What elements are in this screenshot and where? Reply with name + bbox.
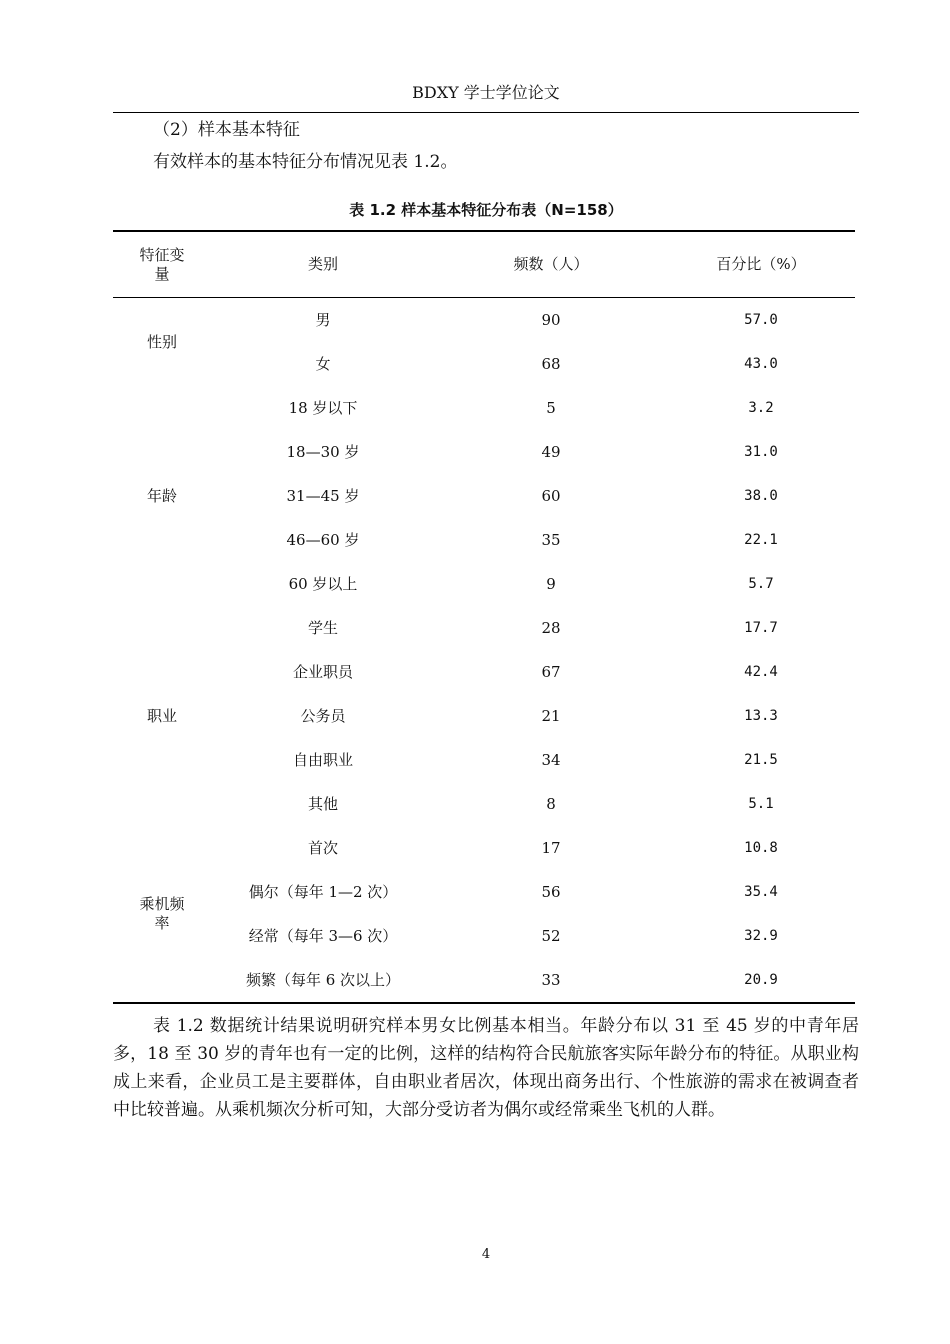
- category-cell: 偶尔（每年 1—2 次）: [248, 882, 398, 901]
- percent-cell: 57.0: [744, 311, 778, 328]
- count-cell: 60: [541, 486, 561, 505]
- variable-cell: 职业: [146, 706, 177, 725]
- category-cell: 男: [315, 310, 331, 329]
- table-row: [113, 694, 855, 738]
- category-cell: 自由职业: [292, 750, 353, 769]
- count-cell: 8: [546, 794, 556, 813]
- page-number: 4: [481, 1247, 491, 1262]
- count-cell: 67: [541, 662, 561, 681]
- count-cell: 21: [541, 706, 561, 725]
- category-cell: 60 岁以上: [288, 574, 358, 593]
- column-header-count: 频数（人）: [435, 231, 667, 298]
- count-cell: 49: [541, 442, 561, 461]
- variable-cell: 年龄: [146, 486, 177, 505]
- table-row: [113, 474, 855, 518]
- count-cell: 33: [541, 970, 561, 989]
- category-cell: 经常（每年 3—6 次）: [248, 926, 398, 945]
- count-cell: 28: [541, 618, 561, 637]
- percent-cell: 17.7: [744, 619, 778, 636]
- table-row: [113, 738, 855, 782]
- count-cell: 17: [541, 838, 561, 857]
- variable-cell: 乘机频率: [139, 895, 185, 932]
- category-cell: 学生: [307, 618, 338, 637]
- count-cell: 90: [541, 310, 561, 329]
- table-row: [113, 430, 855, 474]
- table-row: [113, 826, 855, 870]
- category-cell: 频繁（每年 6 次以上）: [245, 970, 401, 989]
- table-row: [113, 914, 855, 958]
- table-row: [113, 650, 855, 694]
- table-row: [113, 298, 855, 343]
- percent-cell: 13.3: [744, 707, 778, 724]
- percent-cell: 20.9: [744, 971, 778, 988]
- table-row: [113, 870, 855, 914]
- category-cell: 18—30 岁: [286, 442, 360, 461]
- percent-cell: 35.4: [744, 883, 778, 900]
- count-cell: 5: [546, 398, 556, 417]
- count-cell: 56: [541, 882, 561, 901]
- percent-cell: 22.1: [744, 531, 778, 548]
- table-caption: 表 1.2 样本基本特征分布表（N=158）: [349, 201, 623, 219]
- table-row: [113, 518, 855, 562]
- section-heading: （2）样本基本特征: [153, 120, 300, 140]
- percent-cell: 43.0: [744, 355, 778, 372]
- table-row: [113, 342, 855, 386]
- percent-cell: 5.7: [748, 575, 774, 592]
- table-row: [113, 782, 855, 826]
- count-cell: 52: [541, 926, 561, 945]
- count-cell: 34: [541, 750, 561, 769]
- intro-paragraph: 有效样本的基本特征分布情况见表 1.2。: [153, 152, 458, 172]
- percent-cell: 10.8: [744, 839, 778, 856]
- analysis-paragraph: 表 1.2 数据统计结果说明研究样本男女比例基本相当。年龄分布以 31 至 45 岁的中青年居多，18 至 30 岁的青年也有一定的比例，这样的结构符合民航旅客实际年龄分布的特征。从职业构成上来看，企业员工是主要群体，自由职业者居次，体现出商务出行、个性旅游的需求在被调查者中比较普遍。从乘机频次分析可知，大部分受访者为偶尔或经常乘坐飞机的人群。: [113, 1016, 859, 1120]
- percent-cell: 32.9: [744, 927, 778, 944]
- count-cell: 68: [541, 354, 561, 373]
- percent-cell: 38.0: [744, 487, 778, 504]
- table-body: [113, 298, 855, 1004]
- category-cell: 公务员: [300, 706, 346, 725]
- percent-cell: 42.4: [744, 663, 778, 680]
- percent-cell: 21.5: [744, 751, 778, 768]
- table-row: [113, 386, 855, 430]
- header-rule: [113, 112, 859, 113]
- category-cell: 首次: [307, 838, 338, 857]
- percent-cell: 31.0: [744, 443, 778, 460]
- sample-characteristics-table: [113, 230, 855, 1004]
- table-row: [113, 562, 855, 606]
- count-cell: 9: [546, 574, 556, 593]
- table-header-row: [113, 231, 855, 298]
- table-row: [113, 958, 855, 1003]
- variable-cell: 性别: [146, 332, 177, 351]
- count-cell: 35: [541, 530, 561, 549]
- category-cell: 其他: [307, 794, 338, 813]
- category-cell: 46—60 岁: [286, 530, 360, 549]
- table-row: [113, 606, 855, 650]
- column-header-variable: 特征变量: [113, 231, 211, 298]
- column-header-category: 类别: [211, 231, 435, 298]
- category-cell: 31—45 岁: [286, 486, 360, 505]
- category-cell: 企业职员: [292, 662, 353, 681]
- running-header: BDXY 学士学位论文: [412, 83, 560, 102]
- percent-cell: 3.2: [748, 399, 774, 416]
- column-header-percent: 百分比（%）: [667, 231, 855, 298]
- category-cell: 18 岁以下: [288, 398, 358, 417]
- percent-cell: 5.1: [748, 795, 774, 812]
- category-cell: 女: [315, 354, 331, 373]
